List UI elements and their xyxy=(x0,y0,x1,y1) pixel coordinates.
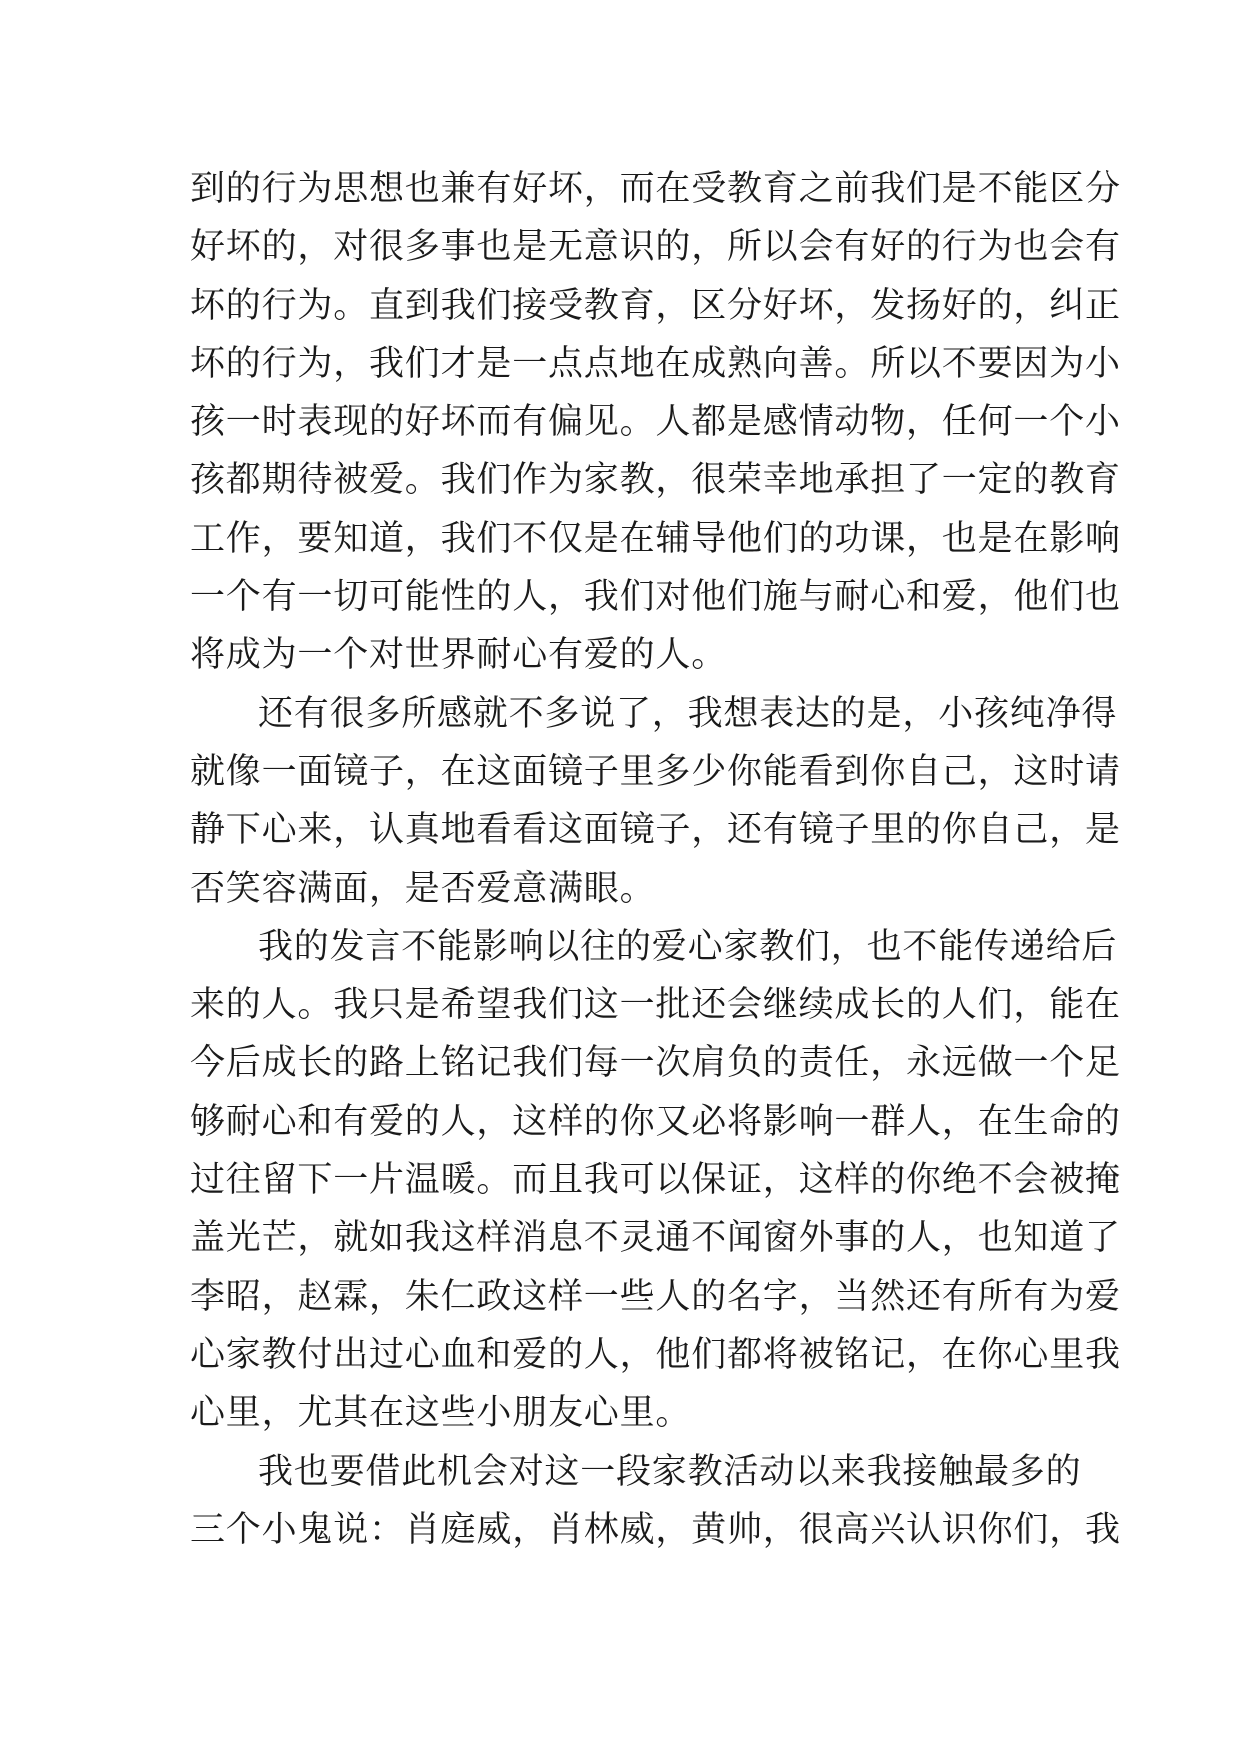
text-line: 就像一面镜子，在这面镜子里多少你能看到你自己，这时请 xyxy=(190,751,1121,792)
text-line: 来的人。我只是希望我们这一批还会继续成长的人们，能在 xyxy=(190,985,1121,1026)
text-line: 心里，尤其在这些小朋友心里。 xyxy=(190,1393,692,1434)
document-body xyxy=(190,160,1121,1559)
text-line: 今后成长的路上铭记我们每一次肩负的责任，永远做一个足 xyxy=(190,1043,1121,1084)
text-line: 三个小鬼说：肖庭威，肖林威，黄帅，很高兴认识你们，我 xyxy=(190,1509,1121,1550)
text-line: 将成为一个对世界耐心有爱的人。 xyxy=(190,635,728,676)
text-line: 好坏的，对很多事也是无意识的，所以会有好的行为也会有 xyxy=(190,227,1121,268)
text-line: 我的发言不能影响以往的爱心家教们，也不能传递给后 xyxy=(258,926,1118,967)
text-line: 我也要借此机会对这一段家教活动以来我接触最多的 xyxy=(258,1451,1082,1492)
text-line: 坏的行为，我们才是一点点地在成熟向善。所以不要因为小 xyxy=(190,343,1121,384)
text-line: 盖光芒，就如我这样消息不灵通不闻窗外事的人，也知道了 xyxy=(190,1218,1121,1259)
text-line: 坏的行为。直到我们接受教育，区分好坏，发扬好的，纠正 xyxy=(190,285,1121,326)
text-line: 还有很多所感就不多说了，我想表达的是，小孩纯净得 xyxy=(258,693,1118,734)
text-line: 否笑容满面，是否爱意满眼。 xyxy=(190,868,656,909)
text-line: 静下心来，认真地看看这面镜子，还有镜子里的你自己，是 xyxy=(190,810,1121,851)
text-line: 一个有一切可能性的人，我们对他们施与耐心和爱，他们也 xyxy=(190,577,1121,618)
text-line: 够耐心和有爱的人，这样的你又必将影响一群人，在生命的 xyxy=(190,1101,1121,1142)
text-line: 孩一时表现的好坏而有偏见。人都是感情动物，任何一个小 xyxy=(190,402,1121,443)
text-line: 到的行为思想也兼有好坏，而在受教育之前我们是不能区分 xyxy=(190,169,1121,209)
text-line: 过往留下一片温暖。而且我可以保证，这样的你绝不会被掩 xyxy=(190,1160,1121,1201)
text-line: 心家教付出过心血和爱的人，他们都将被铭记，在你心里我 xyxy=(190,1334,1121,1375)
text-line: 孩都期待被爱。我们作为家教，很荣幸地承担了一定的教育 xyxy=(190,460,1121,501)
text-line: 李昭，赵霖，朱仁政这样一些人的名字，当然还有所有为爱 xyxy=(190,1276,1121,1317)
text-line: 工作，要知道，我们不仅是在辅导他们的功课，也是在影响 xyxy=(190,518,1121,559)
